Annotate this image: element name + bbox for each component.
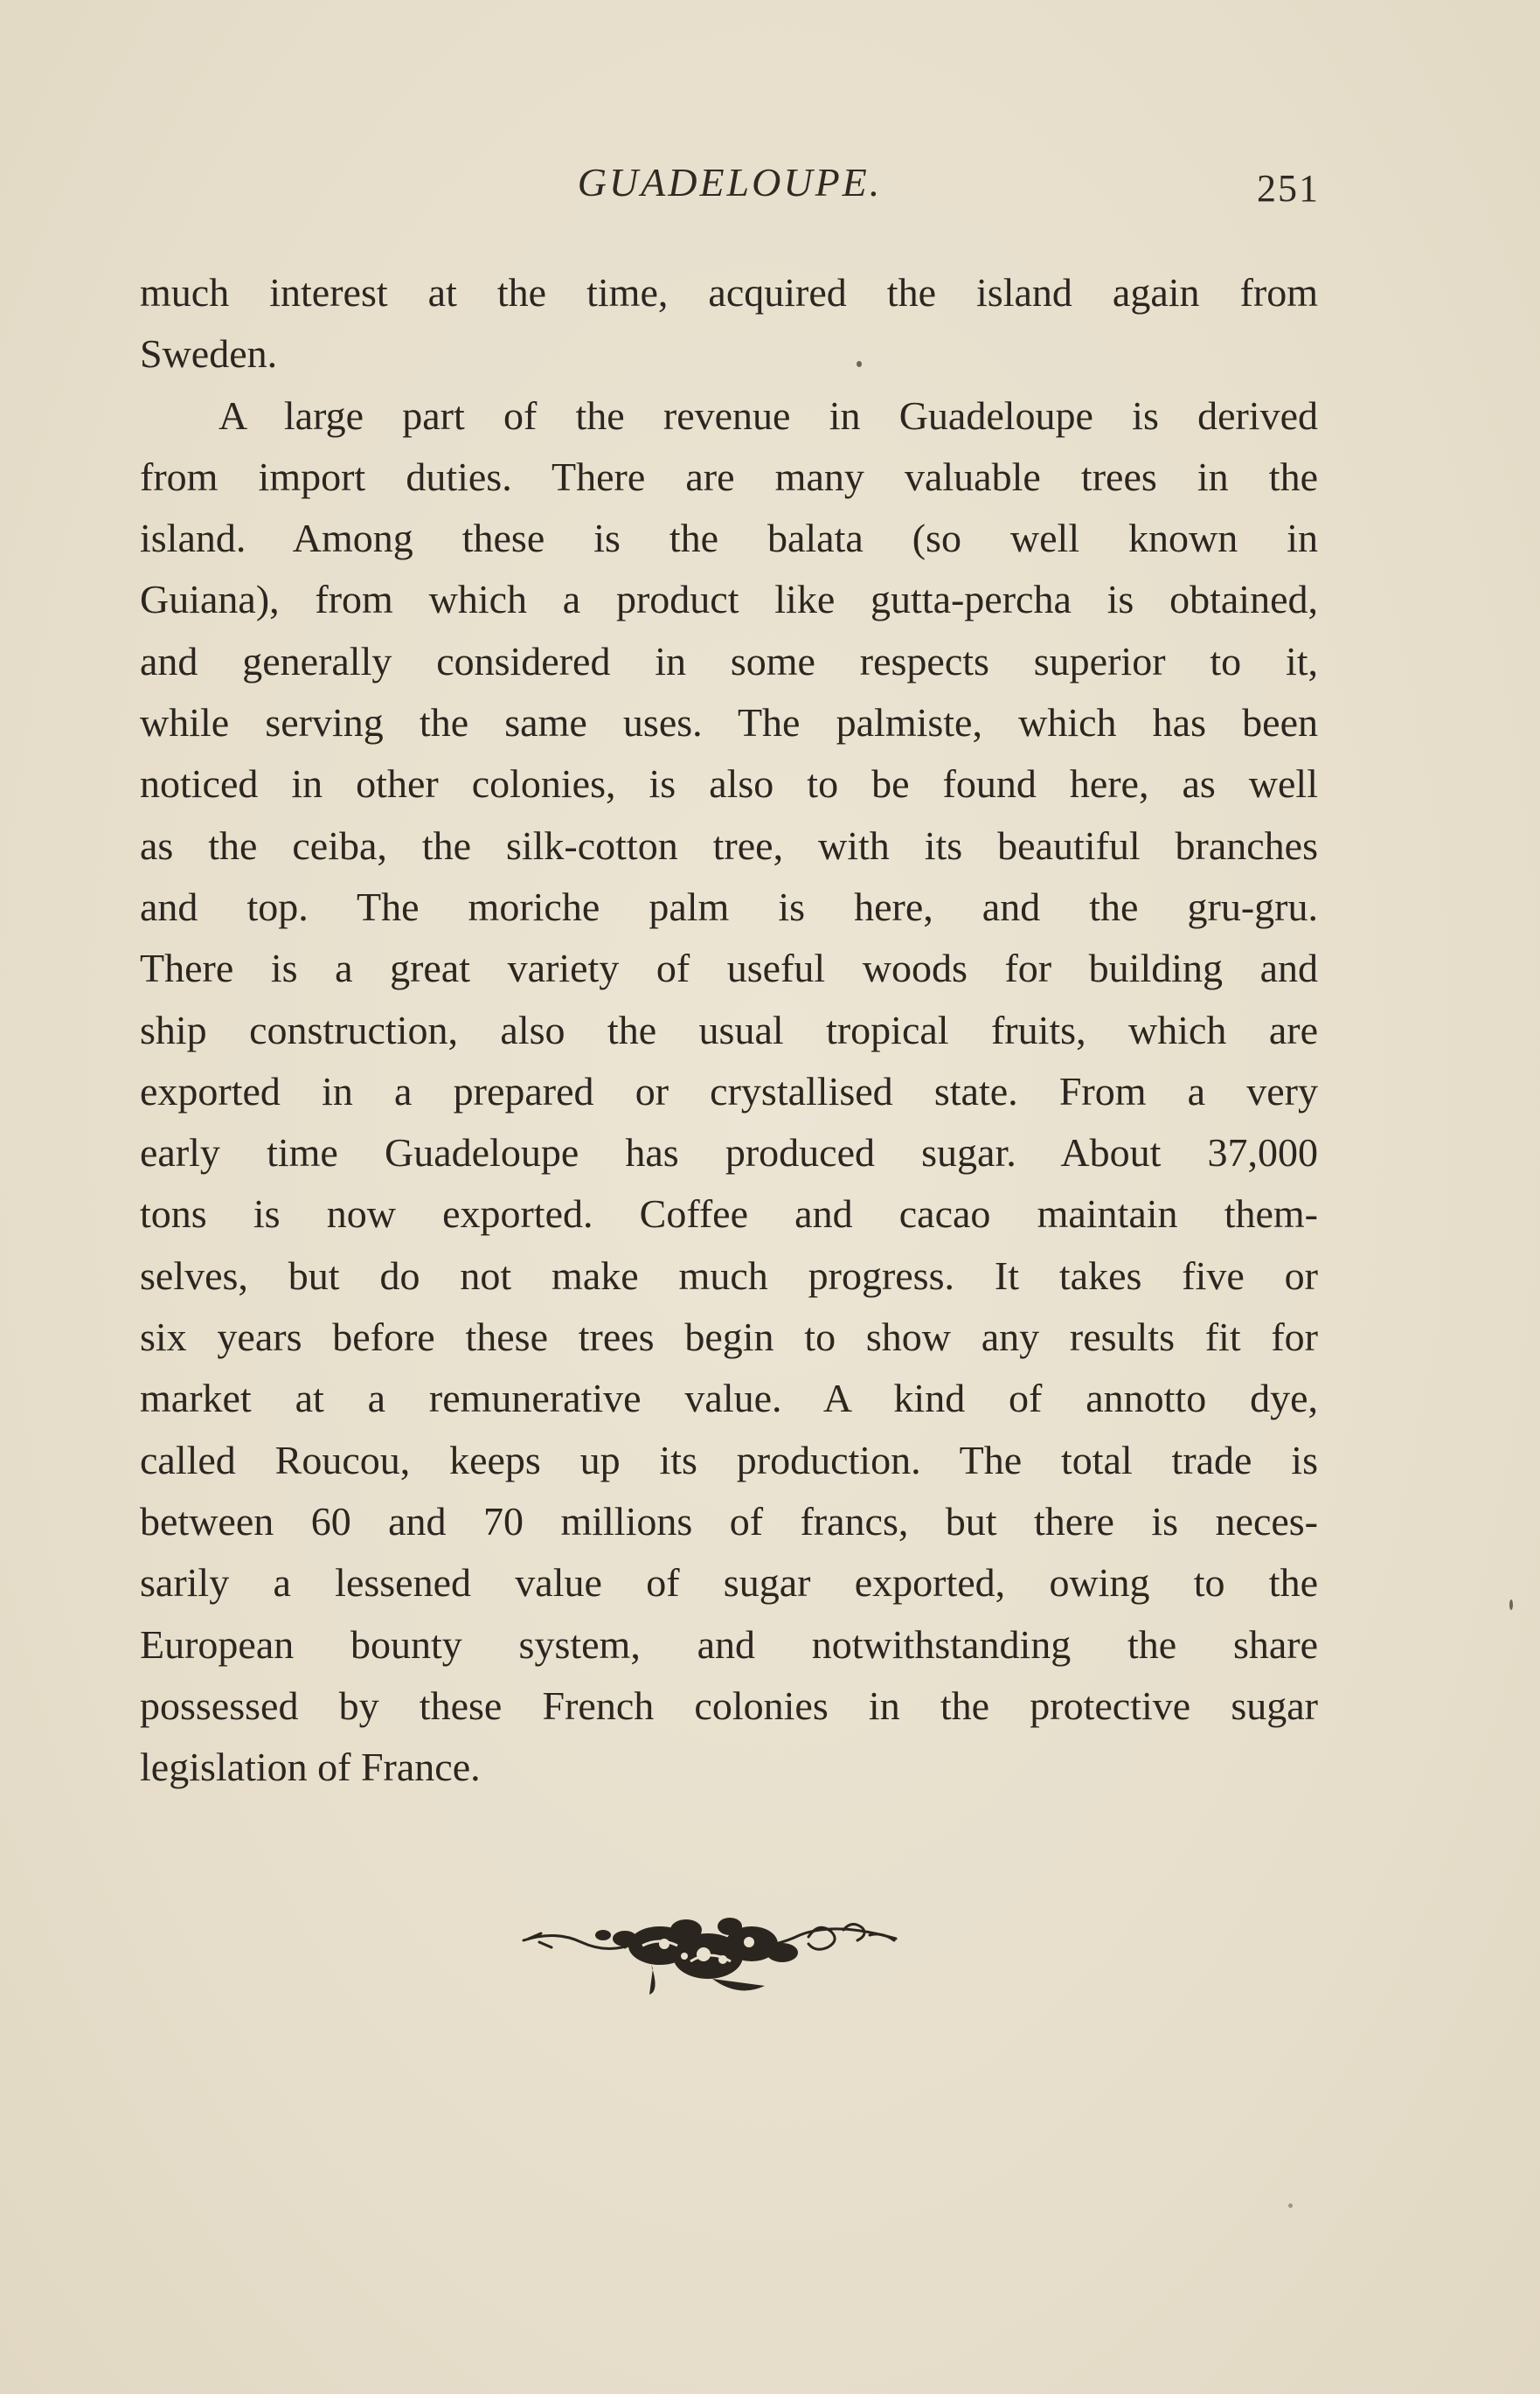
text-line: tons is now exported. Coffee and cacao maintain them- bbox=[140, 1191, 1318, 1237]
text-line: legislation of France. bbox=[140, 1745, 481, 1790]
text-line: much interest at the time, acquired the island again from bbox=[140, 270, 1318, 315]
text-line: Sweden. bbox=[140, 331, 278, 377]
chapter-title: GUADELOUPE. bbox=[577, 160, 883, 205]
floral-tailpiece-icon bbox=[520, 1904, 905, 2000]
text-line: called Roucou, keeps up its production. The total trade is bbox=[140, 1437, 1318, 1482]
text-line: market at a remunerative value. A kind of annotto dye, bbox=[140, 1376, 1318, 1421]
text-line: A large part of the revenue in Guadeloupe is derived bbox=[219, 392, 1318, 438]
text-line: selves, but do not make much progress. It takes five or bbox=[140, 1253, 1318, 1298]
running-header bbox=[140, 159, 1320, 212]
body-text bbox=[140, 262, 1318, 1798]
paper-speck bbox=[1288, 2203, 1293, 2208]
text-line: noticed in other colonies, is also to be found here, as well bbox=[140, 761, 1318, 807]
text-line: possessed by these French colonies in the protective sugar bbox=[140, 1683, 1318, 1728]
text-line: six years before these trees begin to show any results fit for bbox=[140, 1315, 1318, 1360]
text-line: European bounty system, and notwithstanding the share bbox=[140, 1621, 1318, 1667]
text-line: while serving the same uses. The palmiste, which has been bbox=[140, 700, 1318, 746]
text-line: as the ceiba, the silk-cotton tree, with its beautiful branches bbox=[140, 822, 1318, 868]
text-line: from import duties. There are many valuable trees in the bbox=[140, 454, 1318, 499]
text-line: and generally considered in some respects superior to it, bbox=[140, 638, 1318, 684]
text-line: There is a great variety of useful woods for building and bbox=[140, 946, 1318, 991]
text-line: ship construction, also the usual tropical fruits, which are bbox=[140, 1007, 1318, 1052]
text-line: and top. The moriche palm is here, and the gru-gru. bbox=[140, 884, 1318, 929]
text-line: between 60 and 70 millions of francs, but there is neces- bbox=[140, 1498, 1318, 1544]
text-line: early time Guadeloupe has produced sugar. About 37,000 bbox=[140, 1130, 1318, 1176]
paper-speck bbox=[857, 361, 862, 367]
text-line: Guiana), from which a product like gutta-percha is obtained, bbox=[140, 577, 1318, 622]
page-number: 251 bbox=[1257, 167, 1320, 210]
text-line: exported in a prepared or crystallised state. From a very bbox=[140, 1068, 1318, 1114]
text-line: island. Among these is the balata (so well known in bbox=[140, 516, 1318, 561]
paper-speck bbox=[1509, 1599, 1513, 1610]
text-line: sarily a lessened value of sugar exported, owing to the bbox=[140, 1560, 1318, 1606]
